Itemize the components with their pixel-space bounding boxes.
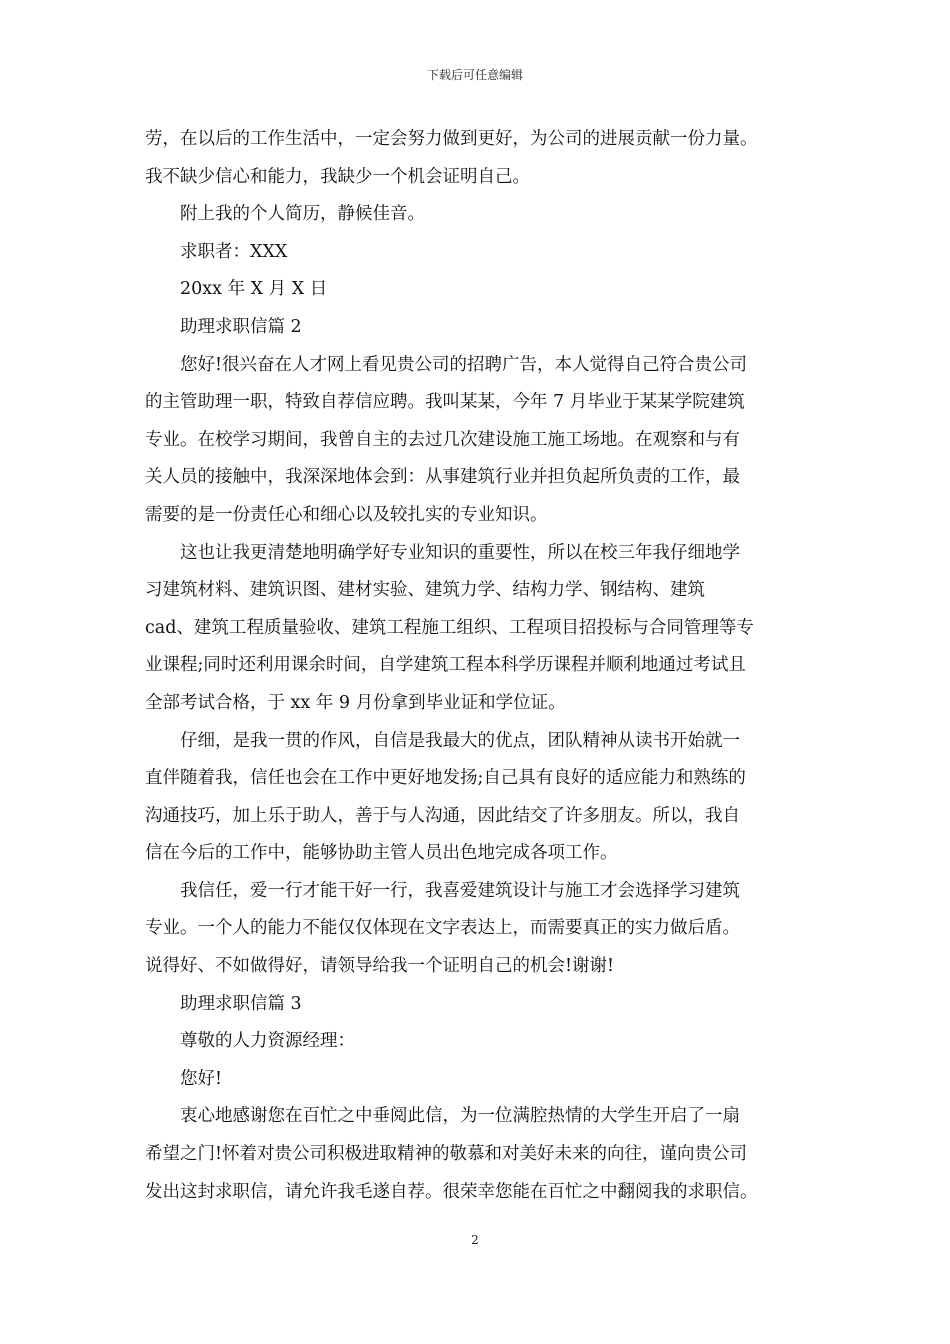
text-line: 这也让我更清楚地明确学好专业知识的重要性，所以在校三年我仔细地学 xyxy=(180,542,740,563)
text-line: 您好!很兴奋在人才网上看见贵公司的招聘广告，本人觉得自己符合贵公司 xyxy=(180,354,748,375)
text-line: 信在今后的工作中，能够协助主管人员出色地完成各项工作。 xyxy=(145,843,618,864)
text-line: 的主管助理一职，特致自荐信应聘。我叫某某，今年 7 月毕业于某某学院建筑 xyxy=(145,392,745,413)
text-line: 我不缺少信心和能力，我缺少一个机会证明自己。 xyxy=(145,166,530,187)
document-body xyxy=(145,121,825,1211)
section-heading: 助理求职信篇 3 xyxy=(180,993,302,1014)
text-line: 习建筑材料、建筑识图、建材实验、建筑力学、结构力学、钢结构、建筑 xyxy=(145,580,705,601)
text-line: 希望之门!怀着对贵公司积极进取精神的敬慕和对美好未来的向往，谨向贵公司 xyxy=(145,1144,748,1165)
text-line: 发出这封求职信，请允许我毛遂自荐。很荣幸您能在百忙之中翻阅我的求职信。 xyxy=(145,1181,758,1202)
text-line: 沟通技巧，加上乐于助人，善于与人沟通，因此结交了许多朋友。所以，我自 xyxy=(145,805,740,826)
text-line: 直伴随着我，信任也会在工作中更好地发扬;自己具有良好的适应能力和熟练的 xyxy=(145,768,746,789)
page-header: 下载后可任意编辑 xyxy=(426,68,523,82)
text-line: 劳，在以后的工作生活中，一定会努力做到更好，为公司的进展贡献一份力量。 xyxy=(145,129,758,149)
text-line: 仔细，是我一贯的作风，自信是我最大的优点，团队精神从读书开始就一 xyxy=(180,730,740,751)
text-line: 我信任，爱一行才能干好一行，我喜爱建筑设计与施工才会选择学习建筑 xyxy=(180,880,740,901)
text-line: 附上我的个人简历，静候佳音。 xyxy=(180,204,425,225)
section-heading: 助理求职信篇 2 xyxy=(180,316,302,337)
greeting-line: 您好! xyxy=(180,1068,223,1089)
text-line: 需要的是一份责任心和细心以及较扎实的专业知识。 xyxy=(145,504,548,525)
page-number: 2 xyxy=(471,1233,479,1247)
text-line: 业课程;同时还利用课余时间，自学建筑工程本科学历课程并顺利地通过考试且 xyxy=(145,655,746,676)
text-line: 衷心地感谢您在百忙之中垂阅此信，为一位满腔热情的大学生开启了一扇 xyxy=(180,1106,740,1127)
text-line: 关人员的接触中，我深深地体会到：从事建筑行业并担负起所负责的工作，最 xyxy=(145,467,740,488)
salutation-line: 尊敬的人力资源经理： xyxy=(180,1031,355,1052)
date-line: 20xx 年 X 月 X 日 xyxy=(180,279,328,300)
text-line: 专业。一个人的能力不能仅仅体现在文字表达上，而需要真正的实力做后盾。 xyxy=(145,918,740,939)
text-line: 全部考试合格，于 xx 年 9 月份拿到毕业证和学位证。 xyxy=(145,692,566,713)
text-line: cad、建筑工程质量验收、建筑工程施工组织、工程项目招投标与合同管理等专 xyxy=(145,617,754,638)
signature-line: 求职者：XXX xyxy=(180,241,288,262)
text-line: 说得好、不如做得好，请领导给我一个证明自己的机会!谢谢! xyxy=(145,956,615,977)
text-line: 专业。在校学习期间，我曾自主的去过几次建设施工施工场地。在观察和与有 xyxy=(145,429,740,450)
